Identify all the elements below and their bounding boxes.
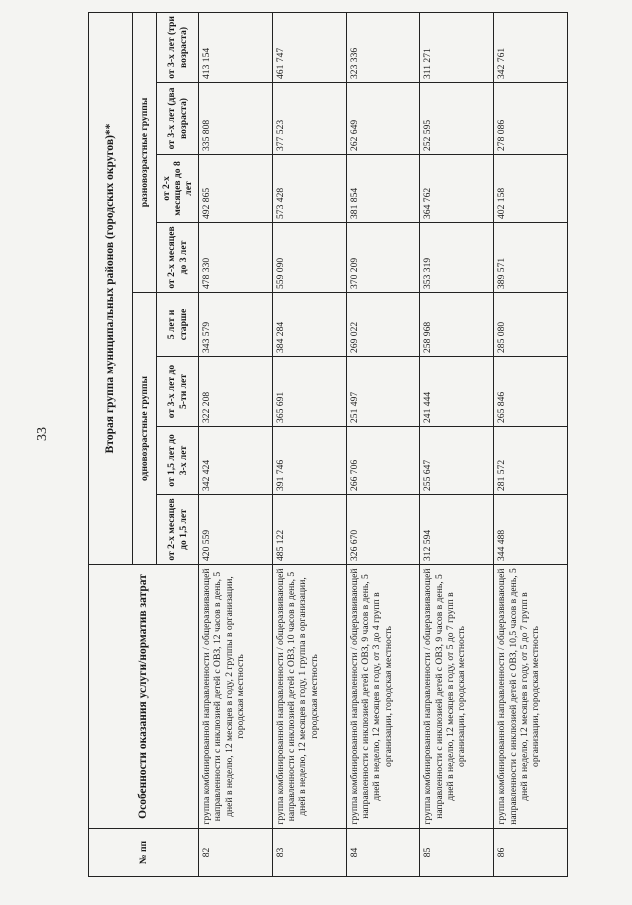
- row-feature: группа комбинированной направленности / общеразвивающей направленности с инклюзией детей с ОВЗ, 12 часов в день, 5 дней в неделю, 12 месяцев в году, 2 группы в организации, городская местность: [199, 565, 273, 829]
- table-row: [346, 12, 420, 876]
- cell-value: 478 330: [199, 223, 273, 293]
- cell-value: 420 559: [199, 495, 273, 565]
- header-mixed-age: разновозрастные группы: [133, 12, 157, 292]
- table-row: [199, 12, 273, 876]
- table-row: [494, 12, 568, 876]
- cell-value: 265 846: [494, 357, 568, 427]
- norms-table: [88, 12, 568, 877]
- cell-value: 573 428: [272, 155, 346, 223]
- row-number: 86: [494, 829, 568, 877]
- cell-value: 389 571: [494, 223, 568, 293]
- cell-value: 266 706: [346, 427, 420, 495]
- cell-value: 342 761: [494, 12, 568, 82]
- row-number: 82: [199, 829, 273, 877]
- cell-value: 312 594: [420, 495, 494, 565]
- row-number: 85: [420, 829, 494, 877]
- cell-value: 251 497: [346, 357, 420, 427]
- cell-value: 343 579: [199, 293, 273, 357]
- cell-value: 413 154: [199, 12, 273, 82]
- header-age-column: от 3-х лет (два возраста): [157, 83, 199, 155]
- table-row: [272, 12, 346, 876]
- cell-value: 322 208: [199, 357, 273, 427]
- cell-value: 281 572: [494, 427, 568, 495]
- cell-value: 353 319: [420, 223, 494, 293]
- header-feature: Особенности оказания услуги/норматив затрат: [89, 565, 199, 829]
- row-feature: группа комбинированной направленности / общеразвивающей направленности с инклюзией детей с ОВЗ, 10,5 часов в день, 5 дней в неделю, 12 месяцев в году, от 5 до 7 групп в организации, городская местность: [494, 565, 568, 829]
- cell-value: 258 968: [420, 293, 494, 357]
- table-row: [420, 12, 494, 876]
- cell-value: 335 808: [199, 83, 273, 155]
- cell-value: 492 865: [199, 155, 273, 223]
- row-number: 83: [272, 829, 346, 877]
- header-age-column: 5 лет и старше: [157, 293, 199, 357]
- cell-value: 285 080: [494, 293, 568, 357]
- header-age-column: от 2-х месяцев до 1,5 лет: [157, 495, 199, 565]
- cell-value: 377 523: [272, 83, 346, 155]
- cell-value: 370 209: [346, 223, 420, 293]
- header-age-column: от 2-х месяцев до 8 лет: [157, 155, 199, 223]
- row-feature: группа комбинированной направленности / общеразвивающей направленности с инклюзией детей с ОВЗ, 10 часов в день, 5 дней в неделю, 12 месяцев в году, 1 группа в организации, городская местность: [272, 565, 346, 829]
- cell-value: 381 854: [346, 155, 420, 223]
- header-age-column: от 3-х лет до 5-ти лет: [157, 357, 199, 427]
- row-number: 84: [346, 829, 420, 877]
- header-age-column: от 2-х месяцев до 3 лет: [157, 223, 199, 293]
- cell-value: 241 444: [420, 357, 494, 427]
- rotated-sheet: [88, 13, 568, 877]
- cell-value: 344 488: [494, 495, 568, 565]
- cell-value: 342 424: [199, 427, 273, 495]
- cell-value: 269 022: [346, 293, 420, 357]
- cell-value: 252 595: [420, 83, 494, 155]
- cell-value: 311 271: [420, 12, 494, 82]
- row-feature: группа комбинированной направленности / общеразвивающей направленности с инклюзией детей с ОВЗ, 9 часов в день, 5 дней в неделю, 12 месяцев в году, от 3 до 4 групп в организации, городская местность: [346, 565, 420, 829]
- cell-value: 255 647: [420, 427, 494, 495]
- cell-value: 461 747: [272, 12, 346, 82]
- header-single-age: одновозрастные группы: [133, 293, 157, 565]
- cell-value: 485 122: [272, 495, 346, 565]
- cell-value: 559 090: [272, 223, 346, 293]
- cell-value: 262 649: [346, 83, 420, 155]
- row-feature: группа комбинированной направленности / общеразвивающей направленности с инклюзией детей с ОВЗ, 9 часов в день, 5 дней в неделю, 12 месяцев в году, от 5 до 7 групп в организации, городская местность: [420, 565, 494, 829]
- cell-value: 384 284: [272, 293, 346, 357]
- header-number: № пп: [89, 829, 199, 877]
- header-group-title: Вторая группа муниципальных районов (городских округов)**: [89, 12, 133, 564]
- cell-value: 364 762: [420, 155, 494, 223]
- cell-value: 365 691: [272, 357, 346, 427]
- page-number: 33: [35, 427, 50, 441]
- cell-value: 391 746: [272, 427, 346, 495]
- cell-value: 278 086: [494, 83, 568, 155]
- cell-value: 326 670: [346, 495, 420, 565]
- header-age-column: от 3-х лет (три возраста): [157, 12, 199, 82]
- cell-value: 402 158: [494, 155, 568, 223]
- header-age-column: от 1,5 лет до 3-х лет: [157, 427, 199, 495]
- cell-value: 323 336: [346, 12, 420, 82]
